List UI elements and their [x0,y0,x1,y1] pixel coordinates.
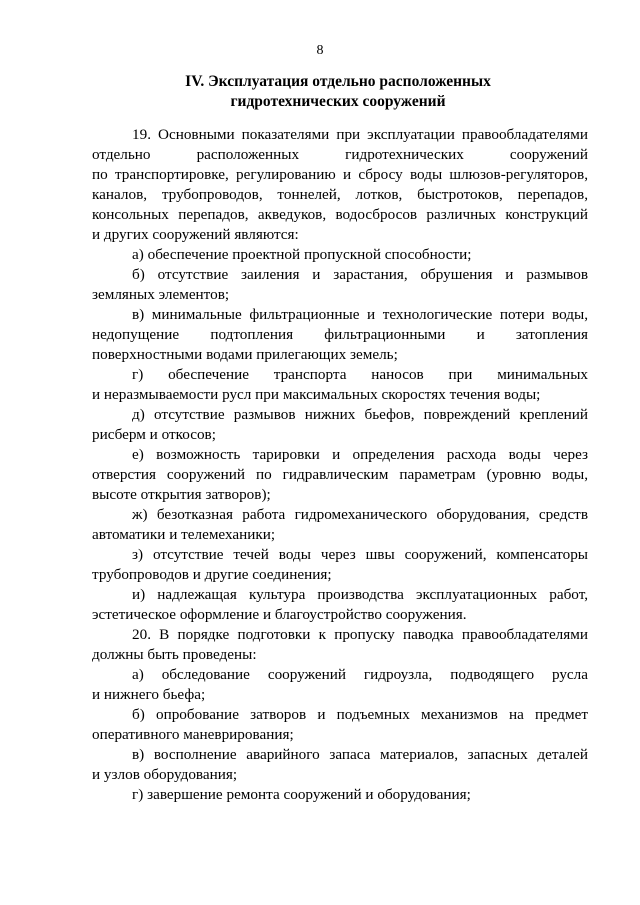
paragraph-line: рисберм и откосов; [92,426,216,443]
paragraph-line: каналов, трубопроводов, тоннелей, лотков, быстротоков, перепадов, [92,186,588,203]
paragraph [92,125,588,245]
page-number: 8 [316,43,324,58]
paragraph-line: б) отсутствие заиления и зарастания, обрушения и размывов [132,266,588,283]
paragraph-line: а) обследование сооружений гидроузла, подводящего русла [132,666,588,683]
paragraph-line: г) завершение ремонта сооружений и оборудования; [132,786,471,803]
paragraph-line: в) минимальные фильтрационные и технологические потери воды, [132,306,588,323]
paragraph-line: недопущение подтопления фильтрационными и затопления [92,326,588,343]
paragraph [92,365,588,405]
paragraph-line: д) отсутствие размывов нижних бьефов, повреждений креплений [132,406,588,423]
paragraph [92,245,588,265]
paragraph-line: и узлов оборудования; [92,766,238,783]
paragraph-line: в) восполнение аварийного запаса материалов, запасных деталей [132,746,588,763]
paragraph-line: и неразмываемости русл при максимальных скоростях течения воды; [92,386,541,403]
paragraph-line: 20. В порядке подготовки к пропуску паводка правообладателями [132,626,588,643]
paragraph-line: отдельно расположенных гидротехнических сооружений [92,146,588,163]
paragraph-line: и других сооружений являются: [92,226,299,243]
paragraph-line: 19. Основными показателями при эксплуатации правообладателями [132,126,588,143]
paragraph-line: г) обеспечение транспорта наносов при минимальных [132,366,588,383]
paragraph [92,705,588,745]
paragraph [92,745,588,785]
paragraph-line: высоте открытия затворов); [92,486,271,503]
paragraph-line: оперативного маневрирования; [92,726,294,743]
paragraph [92,405,588,445]
paragraph-line: отверстия сооружений по гидравлическим параметрам (уровню воды, [92,466,588,483]
paragraph-line: б) опробование затворов и подъемных механизмов на предмет [132,706,588,723]
paragraph [92,505,588,545]
paragraph-line: и) надлежащая культура производства эксплуатационных работ, [132,586,588,603]
paragraph-line: земляных элементов; [92,286,230,303]
paragraph [92,305,588,365]
section-heading-line-2: гидротехнических сооружений [230,93,446,110]
paragraph-line: е) возможность тарировки и определения расхода воды через [132,446,588,463]
section-heading-line-1: IV. Эксплуатация отдельно расположенных [185,73,491,90]
paragraph [92,545,588,585]
paragraph [92,665,588,705]
paragraph-line: и нижнего бьефа; [92,686,206,703]
paragraph-line: з) отсутствие течей воды через швы сооружений, компенсаторы [132,546,588,563]
paragraph-line: поверхностными водами прилегающих земель; [92,346,398,363]
paragraph-line: эстетическое оформление и благоустройство сооружения. [92,606,467,623]
paragraph-line: ж) безотказная работа гидромеханического оборудования, средств [132,506,588,523]
paragraph-line: консольных перепадов, акведуков, водосбросов различных конструкций [92,206,588,223]
paragraph-line: а) обеспечение проектной пропускной способности; [132,246,472,263]
paragraph-line: должны быть проведены: [92,646,257,663]
paragraph [92,785,588,805]
paragraph-line: трубопроводов и другие соединения; [92,566,332,583]
paragraph [92,445,588,505]
paragraph [92,625,588,665]
paragraph [92,585,588,625]
paragraph-line: по транспортировке, регулированию и сбросу воды шлюзов-регуляторов, [92,166,588,183]
paragraph [92,265,588,305]
document-body [92,125,588,805]
section-heading [90,72,586,112]
paragraph-line: автоматики и телемеханики; [92,526,276,543]
